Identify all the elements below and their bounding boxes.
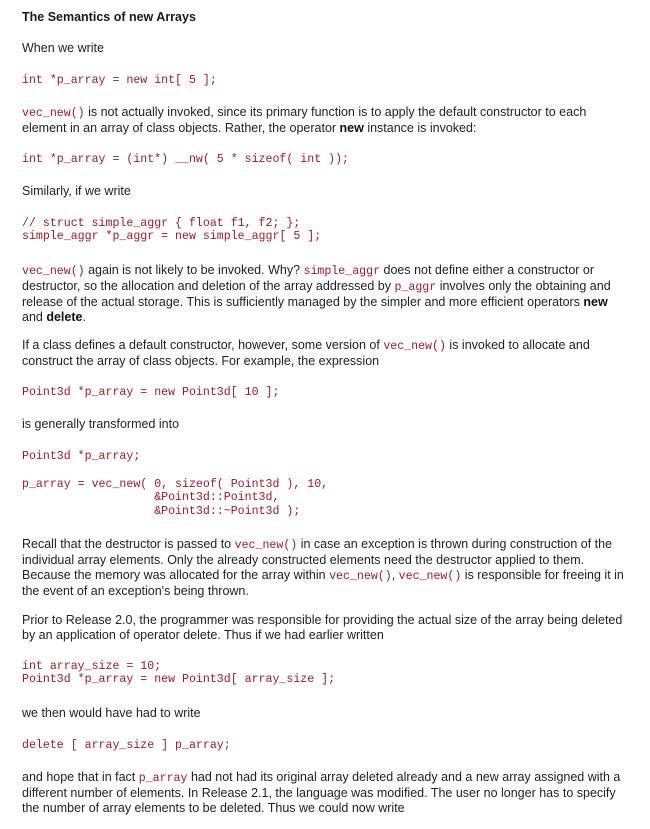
paragraph-simple-aggr-explanation: vec_new() again is not likely to be invoked. Why? simple_aggr does not define either a constructor or destructor, so the allocation and deletion of the array addressed by p_aggr involves only the obtaining and release of the actual storage. This is sufficiently managed by the simpler and more efficient operators new and delete. xyxy=(22,263,611,324)
paragraph-vec-new-not-invoked: vec_new() is not actually invoked, since its primary function is to apply the default constructor to each element in an array of class objects. Rather, the operator new instance is invoked: xyxy=(22,105,587,135)
paragraph-default-constructor: If a class defines a default constructor, however, some version of vec_new() is invoked to allocate and construct the array of class objects. For example, the expression xyxy=(22,338,590,368)
paragraph-release-2-1: and hope that in fact p_array had not had its original array deleted already and a new array assigned with a different number of elements. In Release 2.1, the language was modified. The user no longer has to specify the number of array elements to be deleted. Thus we could now write xyxy=(22,770,621,815)
paragraph-transformed: is generally transformed into xyxy=(22,417,180,431)
inline-code: p_aggr xyxy=(394,281,437,294)
bold-keyword: new xyxy=(339,121,364,135)
inline-code: vec_new() xyxy=(329,570,392,583)
code-block-point3d-decl: Point3d *p_array; xyxy=(22,450,141,463)
bold-keyword: delete xyxy=(46,310,83,324)
paragraph-intro: When we write xyxy=(22,41,104,55)
inline-code: vec_new() xyxy=(383,340,446,353)
inline-code: simple_aggr xyxy=(303,265,381,278)
section-title: The Semantics of new Arrays xyxy=(22,10,196,24)
bold-keyword: new xyxy=(583,295,608,309)
code-block-array-size: int array_size = 10; Point3d *p_array = new Point3d[ array_size ]; xyxy=(22,660,336,687)
code-block-int-array: int *p_array = new int[ 5 ]; xyxy=(22,74,217,87)
paragraph-release-2-0: Prior to Release 2.0, the programmer was responsible for providing the actual size of the array being deleted by an application of operator delete. Thus if we had earlier written xyxy=(22,613,623,642)
paragraph-destructor-recall: Recall that the destructor is passed to vec_new() in case an exception is thrown during construction of the individual array elements. Only the already constructed elements need the destructor applied to them. Because the memory was allocated for the array within vec_new(), vec_new() is responsible for freeing it in the event of an exception's being thrown. xyxy=(22,537,624,598)
code-block-nw-call: int *p_array = (int*) __nw( 5 * sizeof( int )); xyxy=(22,153,349,166)
inline-code: vec_new() xyxy=(22,265,85,278)
code-block-delete-array: delete [ array_size ] p_array; xyxy=(22,739,231,752)
paragraph-would-have-written: we then would have had to write xyxy=(22,706,201,720)
inline-code: vec_new() xyxy=(22,107,85,120)
inline-code: p_array xyxy=(138,772,188,785)
paragraph-similarly: Similarly, if we write xyxy=(22,184,131,198)
inline-code: vec_new() xyxy=(398,570,462,583)
code-block-point3d-new: Point3d *p_array = new Point3d[ 10 ]; xyxy=(22,386,280,399)
code-block-simple-aggr: // struct simple_aggr { float f1, f2; }; simple_aggr *p_aggr = new simple_aggr[ 5 ]; xyxy=(22,217,322,244)
code-block-vec-new-call: p_array = vec_new( 0, sizeof( Point3d ), 10, &Point3d::Point3d, &Point3d::~Point3d ); xyxy=(22,478,329,518)
inline-code: vec_new() xyxy=(234,539,298,552)
